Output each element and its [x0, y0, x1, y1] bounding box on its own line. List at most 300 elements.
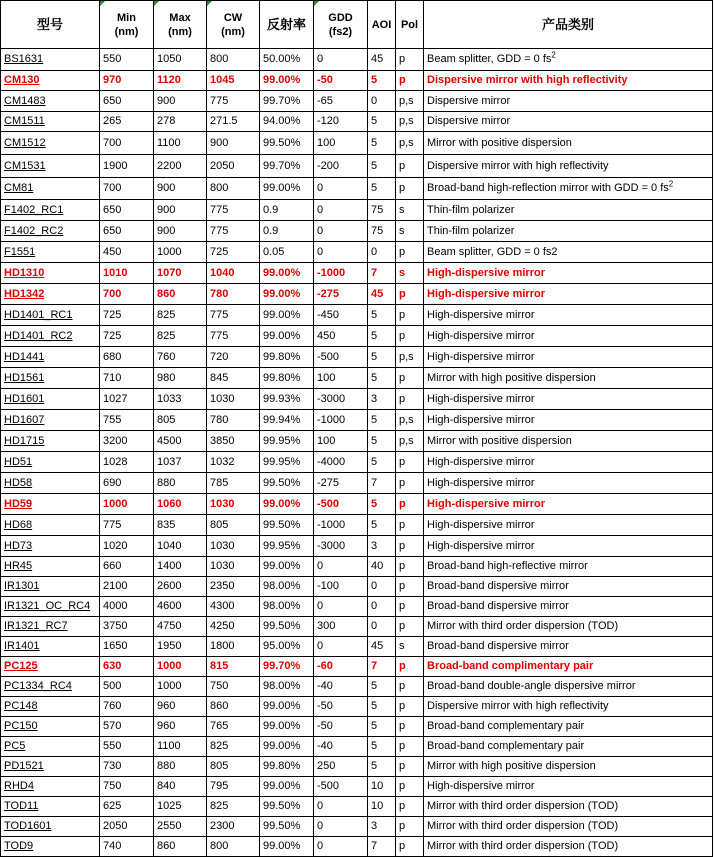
- gdd-cell: -100: [314, 577, 368, 597]
- pol-cell: p: [396, 452, 424, 473]
- category-cell: Mirror with high positive dispersion: [424, 368, 713, 389]
- gdd-cell: 450: [314, 326, 368, 347]
- max-cell: 825: [154, 305, 207, 326]
- table-row: [1, 71, 713, 91]
- cw-cell: 1045: [207, 71, 260, 91]
- model-cell[interactable]: IR1321_OC_RC4: [1, 597, 100, 617]
- pol-cell: p: [396, 777, 424, 797]
- pol-cell: p,s: [396, 431, 424, 452]
- max-cell: 805: [154, 410, 207, 431]
- reflectivity-cell: 98.00%: [260, 577, 314, 597]
- gdd-cell: 0: [314, 242, 368, 263]
- table-row: [1, 536, 713, 557]
- cw-cell: 4250: [207, 617, 260, 637]
- model-cell[interactable]: HD1601: [1, 389, 100, 410]
- pol-cell: p: [396, 717, 424, 737]
- table-row: [1, 494, 713, 515]
- pol-cell: p: [396, 677, 424, 697]
- table-row: [1, 284, 713, 305]
- min-cell: 1027: [100, 389, 154, 410]
- min-cell: 550: [100, 737, 154, 757]
- header-model: 型号: [1, 1, 100, 49]
- table-row: [1, 347, 713, 368]
- max-cell: 1060: [154, 494, 207, 515]
- model-cell[interactable]: PD1521: [1, 757, 100, 777]
- reflectivity-cell: 99.95%: [260, 452, 314, 473]
- table-row: [1, 326, 713, 347]
- gdd-cell: -1000: [314, 515, 368, 536]
- table-row: [1, 737, 713, 757]
- min-cell: 970: [100, 71, 154, 91]
- max-cell: 1033: [154, 389, 207, 410]
- gdd-cell: 300: [314, 617, 368, 637]
- min-cell: 700: [100, 284, 154, 305]
- reflectivity-cell: 99.95%: [260, 431, 314, 452]
- gdd-cell: -3000: [314, 536, 368, 557]
- reflectivity-cell: 98.00%: [260, 677, 314, 697]
- pol-cell: p: [396, 697, 424, 717]
- cw-cell: 775: [207, 91, 260, 112]
- model-cell[interactable]: CM81: [1, 178, 100, 200]
- aoi-cell: 5: [368, 677, 396, 697]
- max-cell: 2600: [154, 577, 207, 597]
- model-cell[interactable]: CM1483: [1, 91, 100, 112]
- min-cell: 500: [100, 677, 154, 697]
- category-cell: High-dispersive mirror: [424, 777, 713, 797]
- aoi-cell: 7: [368, 837, 396, 857]
- header-pol: Pol: [396, 1, 424, 49]
- table-row: [1, 697, 713, 717]
- aoi-cell: 5: [368, 757, 396, 777]
- table-row: [1, 557, 713, 577]
- aoi-cell: 3: [368, 389, 396, 410]
- gdd-cell: 0: [314, 49, 368, 71]
- model-cell[interactable]: HD1401_RC2: [1, 326, 100, 347]
- reflectivity-cell: 0.05: [260, 242, 314, 263]
- header-cw: CW (nm): [207, 1, 260, 49]
- gdd-cell: 0: [314, 817, 368, 837]
- table-row: [1, 242, 713, 263]
- min-cell: 760: [100, 697, 154, 717]
- pol-cell: p: [396, 155, 424, 178]
- category-cell: Dispersive mirror: [424, 91, 713, 112]
- max-cell: 825: [154, 326, 207, 347]
- gdd-cell: -50: [314, 717, 368, 737]
- cw-cell: 1030: [207, 389, 260, 410]
- max-cell: 1100: [154, 737, 207, 757]
- max-cell: 900: [154, 91, 207, 112]
- gdd-cell: 0: [314, 837, 368, 857]
- pol-cell: p: [396, 326, 424, 347]
- table-row: [1, 200, 713, 221]
- superscript: 2: [668, 179, 674, 189]
- gdd-cell: 250: [314, 757, 368, 777]
- aoi-cell: 5: [368, 515, 396, 536]
- min-cell: 550: [100, 49, 154, 71]
- model-cell[interactable]: HD59: [1, 494, 100, 515]
- aoi-cell: 7: [368, 263, 396, 284]
- model-cell[interactable]: HD1561: [1, 368, 100, 389]
- category-cell: High-dispersive mirror: [424, 452, 713, 473]
- cw-cell: 780: [207, 284, 260, 305]
- table-body: [1, 49, 713, 857]
- reflectivity-cell: 99.70%: [260, 91, 314, 112]
- model-cell[interactable]: HR45: [1, 557, 100, 577]
- pol-cell: p: [396, 473, 424, 494]
- aoi-cell: 5: [368, 737, 396, 757]
- cw-cell: 775: [207, 200, 260, 221]
- pol-cell: s: [396, 200, 424, 221]
- cw-cell: 1030: [207, 494, 260, 515]
- pol-cell: s: [396, 263, 424, 284]
- cw-cell: 2350: [207, 577, 260, 597]
- reflectivity-cell: 99.00%: [260, 263, 314, 284]
- min-cell: 660: [100, 557, 154, 577]
- max-cell: 900: [154, 178, 207, 200]
- reflectivity-cell: 99.93%: [260, 389, 314, 410]
- reflectivity-cell: 99.95%: [260, 536, 314, 557]
- category-cell: High-dispersive mirror: [424, 347, 713, 368]
- pol-cell: p: [396, 797, 424, 817]
- gdd-cell: -1000: [314, 410, 368, 431]
- gdd-cell: -200: [314, 155, 368, 178]
- model-cell[interactable]: PC125: [1, 657, 100, 677]
- table-row: [1, 452, 713, 473]
- model-cell[interactable]: IR1301: [1, 577, 100, 597]
- reflectivity-cell: 0.9: [260, 221, 314, 242]
- pol-cell: p: [396, 389, 424, 410]
- min-cell: 2100: [100, 577, 154, 597]
- reflectivity-cell: 99.00%: [260, 178, 314, 200]
- model-cell[interactable]: TOD1601: [1, 817, 100, 837]
- min-cell: 1028: [100, 452, 154, 473]
- reflectivity-cell: 95.00%: [260, 637, 314, 657]
- gdd-cell: 0: [314, 797, 368, 817]
- max-cell: 1037: [154, 452, 207, 473]
- cw-cell: 800: [207, 837, 260, 857]
- category-cell: Dispersive mirror with high reflectivity: [424, 71, 713, 91]
- aoi-cell: 5: [368, 178, 396, 200]
- reflectivity-cell: 99.50%: [260, 473, 314, 494]
- gdd-cell: 0: [314, 178, 368, 200]
- min-cell: 625: [100, 797, 154, 817]
- reflectivity-cell: 0.9: [260, 200, 314, 221]
- model-cell[interactable]: HD1607: [1, 410, 100, 431]
- table-row: [1, 797, 713, 817]
- aoi-cell: 3: [368, 536, 396, 557]
- pol-cell: p,s: [396, 91, 424, 112]
- pol-cell: p: [396, 284, 424, 305]
- category-cell: Mirror with third order dispersion (TOD): [424, 817, 713, 837]
- category-cell: Thin-film polarizer: [424, 200, 713, 221]
- model-cell[interactable]: HD1310: [1, 263, 100, 284]
- pol-cell: p,s: [396, 410, 424, 431]
- aoi-cell: 0: [368, 242, 396, 263]
- min-cell: 730: [100, 757, 154, 777]
- aoi-cell: 5: [368, 112, 396, 132]
- max-cell: 1950: [154, 637, 207, 657]
- category-cell: Broad-band dispersive mirror: [424, 577, 713, 597]
- category-cell: Mirror with third order dispersion (TOD): [424, 797, 713, 817]
- aoi-cell: 45: [368, 637, 396, 657]
- cw-cell: 805: [207, 757, 260, 777]
- min-cell: 725: [100, 305, 154, 326]
- model-cell[interactable]: CM130: [1, 71, 100, 91]
- cw-cell: 1032: [207, 452, 260, 473]
- cw-cell: 1030: [207, 557, 260, 577]
- reflectivity-cell: 99.50%: [260, 617, 314, 637]
- pol-cell: p: [396, 557, 424, 577]
- gdd-cell: -50: [314, 71, 368, 91]
- model-cell[interactable]: TOD9: [1, 837, 100, 857]
- cw-cell: 825: [207, 797, 260, 817]
- pol-cell: p: [396, 242, 424, 263]
- aoi-cell: 3: [368, 817, 396, 837]
- gdd-cell: 100: [314, 431, 368, 452]
- min-cell: 650: [100, 221, 154, 242]
- table-row: [1, 777, 713, 797]
- cw-cell: 1800: [207, 637, 260, 657]
- pol-cell: p: [396, 737, 424, 757]
- gdd-cell: -275: [314, 284, 368, 305]
- table-row: [1, 757, 713, 777]
- table-row: [1, 657, 713, 677]
- max-cell: 900: [154, 221, 207, 242]
- table-row: [1, 221, 713, 242]
- min-cell: 680: [100, 347, 154, 368]
- category-cell: Mirror with third order dispersion (TOD): [424, 837, 713, 857]
- aoi-cell: 5: [368, 697, 396, 717]
- model-cell[interactable]: HD1342: [1, 284, 100, 305]
- model-cell[interactable]: HD73: [1, 536, 100, 557]
- max-cell: 1120: [154, 71, 207, 91]
- cw-cell: 780: [207, 410, 260, 431]
- category-cell: Dispersive mirror with high reflectivity: [424, 697, 713, 717]
- model-cell[interactable]: F1402_RC1: [1, 200, 100, 221]
- aoi-cell: 5: [368, 305, 396, 326]
- min-cell: 700: [100, 178, 154, 200]
- table-row: [1, 515, 713, 536]
- category-cell: High-dispersive mirror: [424, 473, 713, 494]
- aoi-cell: 45: [368, 49, 396, 71]
- table-row: [1, 91, 713, 112]
- gdd-cell: 0: [314, 200, 368, 221]
- reflectivity-cell: 99.00%: [260, 837, 314, 857]
- model-cell[interactable]: HD68: [1, 515, 100, 536]
- model-cell[interactable]: HD1441: [1, 347, 100, 368]
- model-cell[interactable]: IR1321_RC7: [1, 617, 100, 637]
- gdd-cell: -50: [314, 697, 368, 717]
- category-cell: High-dispersive mirror: [424, 326, 713, 347]
- max-cell: 1000: [154, 242, 207, 263]
- min-cell: 3750: [100, 617, 154, 637]
- cw-cell: 845: [207, 368, 260, 389]
- cw-cell: 765: [207, 717, 260, 737]
- max-cell: 960: [154, 697, 207, 717]
- reflectivity-cell: 99.00%: [260, 697, 314, 717]
- model-cell[interactable]: PC148: [1, 697, 100, 717]
- cw-cell: 271.5: [207, 112, 260, 132]
- header-max: Max (nm): [154, 1, 207, 49]
- aoi-cell: 5: [368, 326, 396, 347]
- header-reflectivity: 反射率: [260, 1, 314, 49]
- header-aoi: AOI: [368, 1, 396, 49]
- max-cell: 880: [154, 473, 207, 494]
- cw-cell: 1030: [207, 536, 260, 557]
- min-cell: 725: [100, 326, 154, 347]
- model-cell[interactable]: RHD4: [1, 777, 100, 797]
- pol-cell: p,s: [396, 112, 424, 132]
- model-cell[interactable]: IR1401: [1, 637, 100, 657]
- pol-cell: s: [396, 637, 424, 657]
- table-row: [1, 132, 713, 155]
- aoi-cell: 40: [368, 557, 396, 577]
- table-row: [1, 717, 713, 737]
- model-cell[interactable]: PC5: [1, 737, 100, 757]
- pol-cell: p: [396, 597, 424, 617]
- gdd-cell: -120: [314, 112, 368, 132]
- cw-cell: 775: [207, 305, 260, 326]
- cw-cell: 750: [207, 677, 260, 697]
- reflectivity-cell: 99.00%: [260, 284, 314, 305]
- aoi-cell: 5: [368, 368, 396, 389]
- max-cell: 1040: [154, 536, 207, 557]
- superscript: 2: [551, 50, 556, 60]
- table-row: [1, 263, 713, 284]
- max-cell: 2200: [154, 155, 207, 178]
- cw-cell: 785: [207, 473, 260, 494]
- model-cell[interactable]: CM1511: [1, 112, 100, 132]
- pol-cell: p: [396, 817, 424, 837]
- reflectivity-cell: 99.00%: [260, 494, 314, 515]
- category-cell: High-dispersive mirror: [424, 305, 713, 326]
- max-cell: 278: [154, 112, 207, 132]
- aoi-cell: 10: [368, 777, 396, 797]
- min-cell: 750: [100, 777, 154, 797]
- model-cell[interactable]: CM1531: [1, 155, 100, 178]
- category-cell: Dispersive mirror: [424, 112, 713, 132]
- max-cell: 1400: [154, 557, 207, 577]
- model-cell[interactable]: HD1401_RC1: [1, 305, 100, 326]
- aoi-cell: 0: [368, 597, 396, 617]
- aoi-cell: 5: [368, 155, 396, 178]
- min-cell: 1000: [100, 494, 154, 515]
- reflectivity-cell: 99.70%: [260, 155, 314, 178]
- cw-cell: 2050: [207, 155, 260, 178]
- category-cell: Beam splitter, GDD = 0 $fs^2$: [424, 49, 713, 71]
- header-gdd: GDD (fs2): [314, 1, 368, 49]
- pol-cell: p: [396, 368, 424, 389]
- aoi-cell: 7: [368, 473, 396, 494]
- table-row: [1, 305, 713, 326]
- table-row: [1, 637, 713, 657]
- model-cell[interactable]: HD51: [1, 452, 100, 473]
- max-cell: 835: [154, 515, 207, 536]
- cw-cell: 900: [207, 132, 260, 155]
- gdd-cell: 0: [314, 637, 368, 657]
- pol-cell: p: [396, 49, 424, 71]
- category-cell: Broad-band complimentary pair: [424, 657, 713, 677]
- category-cell: High-dispersive mirror: [424, 494, 713, 515]
- gdd-cell: 0: [314, 557, 368, 577]
- gdd-cell: 100: [314, 132, 368, 155]
- cw-cell: 795: [207, 777, 260, 797]
- max-cell: 4600: [154, 597, 207, 617]
- model-cell[interactable]: PC150: [1, 717, 100, 737]
- category-cell: Mirror with positive dispersion: [424, 132, 713, 155]
- category-cell: High-dispersive mirror: [424, 284, 713, 305]
- header-category: 产品类别: [424, 1, 713, 49]
- gdd-cell: -500: [314, 347, 368, 368]
- cw-cell: 2300: [207, 817, 260, 837]
- reflectivity-cell: 99.00%: [260, 777, 314, 797]
- cw-cell: 720: [207, 347, 260, 368]
- table-row: [1, 617, 713, 637]
- category-cell: Thin-film polarizer: [424, 221, 713, 242]
- min-cell: 630: [100, 657, 154, 677]
- aoi-cell: 7: [368, 657, 396, 677]
- min-cell: 4000: [100, 597, 154, 617]
- reflectivity-cell: 50.00%: [260, 49, 314, 71]
- model-cell[interactable]: HD1715: [1, 431, 100, 452]
- aoi-cell: 5: [368, 717, 396, 737]
- max-cell: 1070: [154, 263, 207, 284]
- header-min: Min (nm): [100, 1, 154, 49]
- table-row: [1, 431, 713, 452]
- reflectivity-cell: 99.50%: [260, 797, 314, 817]
- model-cell[interactable]: F1551: [1, 242, 100, 263]
- min-cell: 570: [100, 717, 154, 737]
- pol-cell: p: [396, 536, 424, 557]
- gdd-cell: 0: [314, 597, 368, 617]
- max-cell: 760: [154, 347, 207, 368]
- min-cell: 775: [100, 515, 154, 536]
- gdd-cell: -275: [314, 473, 368, 494]
- aoi-cell: 5: [368, 410, 396, 431]
- category-cell: Broad-band double-angle dispersive mirror: [424, 677, 713, 697]
- min-cell: 650: [100, 91, 154, 112]
- model-cell[interactable]: PC1334_RC4: [1, 677, 100, 697]
- model-cell[interactable]: F1402_RC2: [1, 221, 100, 242]
- min-cell: 650: [100, 200, 154, 221]
- reflectivity-cell: 99.00%: [260, 737, 314, 757]
- reflectivity-cell: 99.50%: [260, 817, 314, 837]
- aoi-cell: 5: [368, 71, 396, 91]
- aoi-cell: 75: [368, 200, 396, 221]
- category-cell: Broad-band dispersive mirror: [424, 637, 713, 657]
- cw-cell: 825: [207, 737, 260, 757]
- aoi-cell: 5: [368, 431, 396, 452]
- max-cell: 960: [154, 717, 207, 737]
- model-cell[interactable]: TOD11: [1, 797, 100, 817]
- gdd-cell: -500: [314, 494, 368, 515]
- model-cell[interactable]: HD58: [1, 473, 100, 494]
- reflectivity-cell: 99.70%: [260, 657, 314, 677]
- reflectivity-cell: 99.00%: [260, 305, 314, 326]
- cw-cell: 775: [207, 221, 260, 242]
- cw-cell: 3850: [207, 431, 260, 452]
- max-cell: 980: [154, 368, 207, 389]
- model-cell[interactable]: BS1631: [1, 49, 100, 71]
- max-cell: 840: [154, 777, 207, 797]
- gdd-cell: -450: [314, 305, 368, 326]
- table-row: [1, 178, 713, 200]
- header-row: [1, 1, 713, 49]
- min-cell: 740: [100, 837, 154, 857]
- model-cell[interactable]: CM1512: [1, 132, 100, 155]
- gdd-cell: -500: [314, 777, 368, 797]
- category-cell: Broad-band dispersive mirror: [424, 597, 713, 617]
